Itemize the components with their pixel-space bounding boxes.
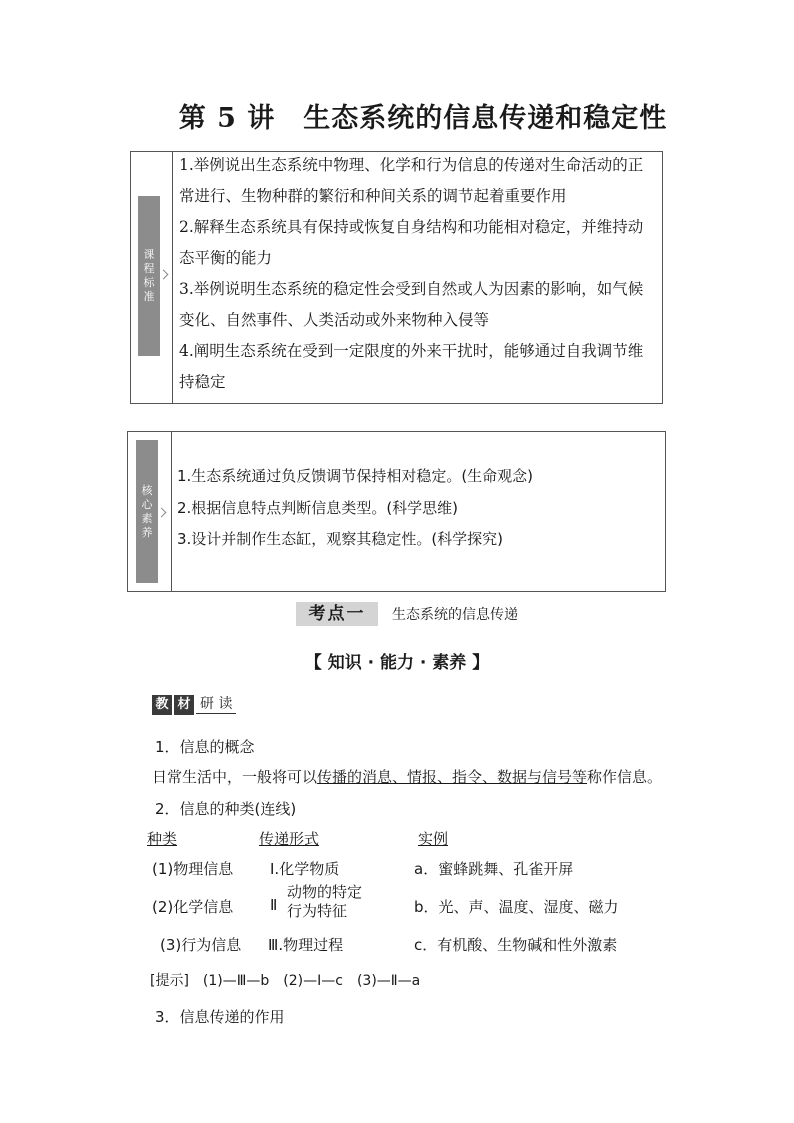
- jiaocai-badge: [152, 693, 236, 715]
- section-heading: 【 知识 · 能力 · 素养 】: [304, 653, 490, 673]
- box-divider: [172, 152, 173, 403]
- page-title: 第 5 讲 生态系统的信息传递和稳定性: [178, 103, 668, 134]
- core-line: 2.根据信息特点判断信息类型。(科学思维): [177, 498, 459, 517]
- core-literacy-tab: [136, 440, 158, 583]
- standard-line: 1.举例说出生态系统中物理、化学和行为信息的传递对生命活动的正: [179, 156, 644, 174]
- course-standard-tab-label: 课程标准: [143, 248, 155, 303]
- item2-heading: 2．信息的种类(连线): [155, 800, 297, 818]
- item3-heading: 3．信息传递的作用: [155, 1008, 285, 1026]
- core-literacy-text: [177, 461, 533, 556]
- kaodian-subtitle: 生态系统的信息传递: [392, 607, 518, 623]
- item1-underlined: 传播的消息、情报、指令、数据与信号等: [317, 768, 588, 786]
- col-header-kind: 种类: [147, 830, 178, 848]
- course-standard-text: [179, 150, 643, 398]
- row1-example: a．蜜蜂跳舞、孔雀开屏: [414, 860, 574, 878]
- badge-char: 教: [152, 695, 172, 715]
- row1-kind: (1)物理信息: [152, 860, 234, 878]
- item2-hint: [提示] (1)—Ⅲ—b (2)—Ⅰ—c (3)—Ⅱ—a: [150, 973, 421, 989]
- col-header-form: 传递形式: [259, 830, 320, 848]
- row2-kind: (2)化学信息: [152, 898, 234, 916]
- standard-line: 2.解释生态系统具有保持或恢复自身结构和功能相对稳定，并维持动: [179, 218, 644, 236]
- item1-heading: 1．信息的概念: [155, 738, 255, 756]
- row1-form: Ⅰ.化学物质: [270, 860, 340, 878]
- chevron-right-icon: [159, 270, 169, 280]
- chevron-right-icon: [157, 508, 167, 518]
- row3-form: Ⅲ.物理过程: [268, 936, 344, 954]
- badge-rest: 研 读: [196, 695, 236, 714]
- standard-line: 态平衡的能力: [179, 249, 273, 267]
- row3-kind: (3)行为信息: [160, 936, 242, 954]
- standard-line: 4.阐明生态系统在受到一定限度的外来干扰时，能够通过自我调节维: [179, 342, 644, 360]
- standard-line: 变化、自然事件、人类活动或外来物种入侵等: [179, 311, 490, 329]
- col-header-example: 实例: [418, 830, 449, 848]
- row2-form-prefix: Ⅱ: [270, 896, 278, 914]
- standard-line: 常进行、生物种群的繁衍和种间关系的调节起着重要作用: [179, 187, 567, 205]
- core-literacy-box: [127, 431, 666, 592]
- item1-body: [152, 766, 662, 787]
- course-standard-tab: [138, 196, 160, 356]
- badge-char: 材: [174, 695, 194, 715]
- row2-form-line2: 行为特征: [287, 902, 348, 920]
- core-literacy-tab-label: 核心素养: [141, 483, 153, 539]
- row2-example: b．光、声、温度、湿度、磁力: [414, 898, 619, 916]
- core-line: 1.生态系统通过负反馈调节保持相对稳定。(生命观念): [177, 467, 534, 485]
- row3-example: c．有机酸、生物碱和性外激素: [414, 936, 618, 954]
- core-line: 3.设计并制作生态缸，观察其稳定性。(科学探究): [177, 530, 504, 548]
- item1-suffix: 称作信息。: [587, 768, 663, 786]
- row2-form-line1: 动物的特定: [287, 883, 363, 901]
- standard-line: 3.举例说明生态系统的稳定性会受到自然或人为因素的影响，如气候: [179, 280, 644, 298]
- box-divider: [171, 432, 172, 591]
- course-standard-box: [130, 151, 663, 404]
- kaodian-label: 考点一: [296, 602, 378, 626]
- standard-line: 持稳定: [179, 373, 226, 391]
- item1-prefix: 日常生活中，一般将可以: [152, 768, 318, 786]
